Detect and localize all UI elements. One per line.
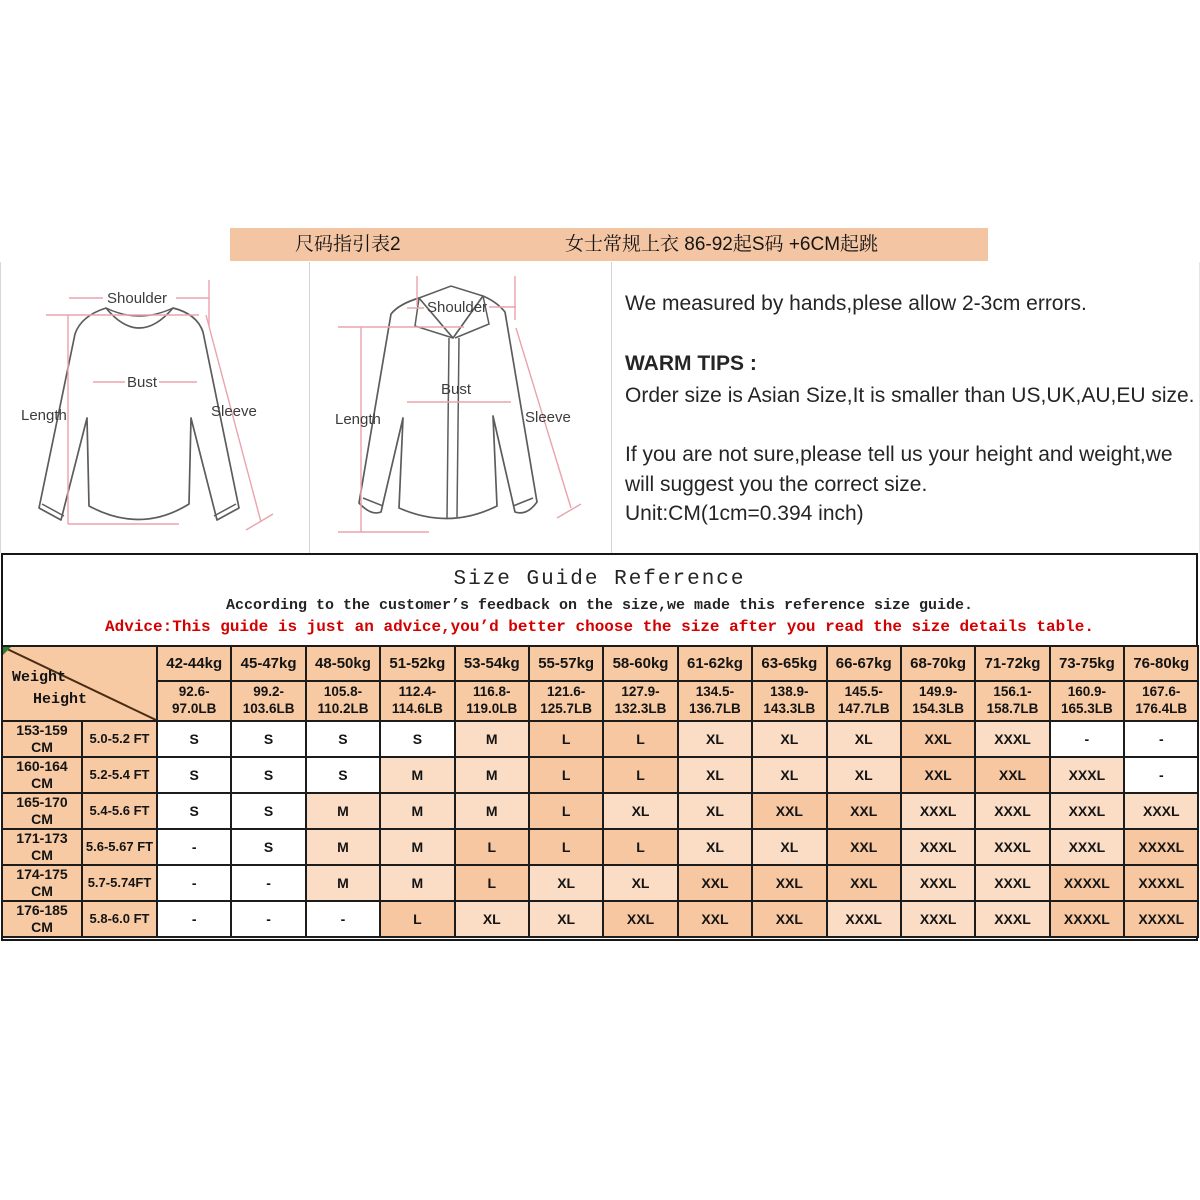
weight-kg-header: 73-75kg: [1050, 646, 1124, 681]
weight-lb-header: 121.6- 125.7LB: [529, 681, 603, 721]
size-cell: -: [157, 901, 231, 937]
size-cell: L: [455, 829, 529, 865]
weight-lb-header: 156.1- 158.7LB: [975, 681, 1049, 721]
size-cell: XL: [678, 829, 752, 865]
size-cell: S: [380, 721, 454, 757]
size-cell: XXL: [752, 901, 826, 937]
size-cell: XL: [529, 865, 603, 901]
size-cell: L: [455, 865, 529, 901]
size-cell: L: [529, 757, 603, 793]
weight-lb-header: 149.9- 154.3LB: [901, 681, 975, 721]
size-cell: XL: [678, 793, 752, 829]
height-ft-cell: 5.0-5.2 FT: [82, 721, 157, 757]
size-cell: XXL: [603, 901, 677, 937]
size-cell: XXXXL: [1124, 865, 1198, 901]
banner-subtitle-cn: 女士常规上衣 86-92起S码 +6CM起跳: [565, 234, 879, 255]
size-cell: XXXL: [901, 793, 975, 829]
unit-note: Unit:CM(1cm=0.394 inch): [625, 502, 864, 525]
corner-marker-icon: [3, 647, 11, 655]
size-guide-advice: Advice:This guide is just an advice,you’d better choose the size after you read the size details table.: [105, 618, 1094, 636]
measured-note: We measured by hands,plese allow 2-3cm errors.: [625, 292, 1087, 315]
size-cell: XXXL: [1124, 793, 1198, 829]
weight-lb-header: 99.2- 103.6LB: [231, 681, 305, 721]
size-cell: S: [157, 757, 231, 793]
size-cell: XXL: [901, 721, 975, 757]
height-ft-cell: 5.6-5.67 FT: [82, 829, 157, 865]
weight-kg-header: 76-80kg: [1124, 646, 1198, 681]
size-cell: L: [529, 721, 603, 757]
size-cell: L: [529, 793, 603, 829]
tee-measurement-diagram: [11, 268, 306, 553]
size-cell: M: [306, 829, 380, 865]
weight-kg-header: 58-60kg: [603, 646, 677, 681]
size-guide-subtitle: According to the customer’s feedback on the size,we made this reference size guide.: [225, 597, 974, 614]
size-cell: -: [1124, 721, 1198, 757]
weight-kg-header: 55-57kg: [529, 646, 603, 681]
weight-kg-header: 63-65kg: [752, 646, 826, 681]
weight-lb-header: 138.9- 143.3LB: [752, 681, 826, 721]
size-cell: XL: [752, 721, 826, 757]
banner-title-cn: 尺码指引表2: [295, 234, 401, 255]
size-cell: XL: [678, 721, 752, 757]
shoulder-label: Shoulder: [427, 299, 488, 316]
height-ft-cell: 5.2-5.4 FT: [82, 757, 157, 793]
size-cell: -: [1124, 757, 1198, 793]
weight-kg-header: 48-50kg: [306, 646, 380, 681]
size-cell: XXL: [752, 865, 826, 901]
size-cell: M: [455, 793, 529, 829]
weight-lb-header: 145.5- 147.7LB: [827, 681, 901, 721]
weight-lb-header: 116.8- 119.0LB: [455, 681, 529, 721]
size-cell: XXXL: [827, 901, 901, 937]
size-cell: XXXL: [1050, 793, 1124, 829]
divider: [309, 262, 310, 553]
corner-weight-label: Weight: [12, 669, 67, 686]
size-cell: XL: [678, 757, 752, 793]
size-cell: XXL: [901, 757, 975, 793]
bust-label: Bust: [441, 381, 472, 398]
size-cell: XXL: [975, 757, 1049, 793]
size-cell: L: [603, 829, 677, 865]
size-cell: XXXL: [1050, 757, 1124, 793]
sleeve-label: Sleeve: [211, 403, 257, 420]
size-cell: L: [603, 757, 677, 793]
table-row: [2, 757, 1198, 793]
size-guide-table: [1, 645, 1199, 938]
size-cell: XXXL: [1050, 829, 1124, 865]
size-cell: XXL: [752, 793, 826, 829]
weight-lb-header: 105.8- 110.2LB: [306, 681, 380, 721]
asian-size-note: Order size is Asian Size,It is smaller than US,UK,AU,EU size.: [625, 384, 1195, 407]
size-cell: XXXL: [901, 901, 975, 937]
size-cell: XXL: [827, 793, 901, 829]
size-cell: XXXXL: [1124, 901, 1198, 937]
size-guide-title: Size Guide Reference: [453, 568, 746, 591]
divider: [611, 262, 612, 553]
height-ft-cell: 5.7-5.74FT: [82, 865, 157, 901]
bust-label: Bust: [127, 374, 158, 391]
weight-lb-header: 160.9- 165.3LB: [1050, 681, 1124, 721]
size-cell: S: [231, 793, 305, 829]
size-cell: XL: [603, 865, 677, 901]
weight-lb-header: 134.5- 136.7LB: [678, 681, 752, 721]
sleeve-label: Sleeve: [525, 409, 571, 426]
size-cell: XL: [603, 793, 677, 829]
size-cell: L: [380, 901, 454, 937]
warm-tips-title: WARM TIPS :: [625, 352, 757, 375]
height-cm-cell: 160-164 CM: [2, 757, 82, 793]
weight-kg-header: 45-47kg: [231, 646, 305, 681]
size-cell: XXXXL: [1050, 901, 1124, 937]
weight-kg-header: 71-72kg: [975, 646, 1049, 681]
size-cell: XL: [529, 901, 603, 937]
size-cell: XXL: [678, 865, 752, 901]
size-cell: XXXXL: [1124, 829, 1198, 865]
size-cell: S: [306, 721, 380, 757]
table-row: [2, 901, 1198, 937]
weight-lb-header: 112.4- 114.6LB: [380, 681, 454, 721]
size-cell: S: [306, 757, 380, 793]
size-cell: XXXL: [975, 829, 1049, 865]
size-cell: XL: [752, 757, 826, 793]
size-cell: XXL: [678, 901, 752, 937]
weight-kg-header: 42-44kg: [157, 646, 231, 681]
weight-lb-header: 127.9- 132.3LB: [603, 681, 677, 721]
size-guide-banner: [230, 228, 988, 261]
size-cell: XXXL: [975, 793, 1049, 829]
size-cell: XXXL: [975, 865, 1049, 901]
height-cm-cell: 174-175 CM: [2, 865, 82, 901]
weight-kg-header: 61-62kg: [678, 646, 752, 681]
weight-kg-header: 68-70kg: [901, 646, 975, 681]
size-cell: XXXL: [901, 865, 975, 901]
size-cell: XXL: [827, 829, 901, 865]
size-cell: -: [1050, 721, 1124, 757]
height-cm-cell: 153-159 CM: [2, 721, 82, 757]
weight-height-corner-cell: [2, 646, 157, 721]
size-cell: M: [306, 793, 380, 829]
size-cell: XXL: [827, 865, 901, 901]
size-cell: S: [157, 721, 231, 757]
length-label: Length: [21, 407, 67, 424]
height-cm-cell: 165-170 CM: [2, 793, 82, 829]
size-cell: XXXL: [901, 829, 975, 865]
size-cell: M: [455, 757, 529, 793]
table-row: [2, 793, 1198, 829]
size-cell: L: [603, 721, 677, 757]
table-row: [2, 829, 1198, 865]
size-cell: XL: [827, 721, 901, 757]
size-cell: -: [231, 901, 305, 937]
size-cell: -: [157, 829, 231, 865]
weight-kg-header: 66-67kg: [827, 646, 901, 681]
weight-lb-header: 92.6- 97.0LB: [157, 681, 231, 721]
table-row: [2, 721, 1198, 757]
size-cell: XL: [752, 829, 826, 865]
size-cell: S: [231, 829, 305, 865]
size-cell: XL: [455, 901, 529, 937]
size-cell: S: [231, 721, 305, 757]
weight-kg-header: 51-52kg: [380, 646, 454, 681]
height-cm-cell: 171-173 CM: [2, 829, 82, 865]
table-row: [2, 865, 1198, 901]
size-cell: M: [455, 721, 529, 757]
size-cell: S: [231, 757, 305, 793]
weight-lb-header: 167.6- 176.4LB: [1124, 681, 1198, 721]
shirt-measurement-diagram: [319, 268, 609, 553]
size-cell: L: [529, 829, 603, 865]
shoulder-label: Shoulder: [107, 290, 168, 307]
size-cell: M: [380, 793, 454, 829]
size-cell: S: [157, 793, 231, 829]
height-ft-cell: 5.4-5.6 FT: [82, 793, 157, 829]
weight-kg-header: 53-54kg: [455, 646, 529, 681]
size-cell: M: [380, 865, 454, 901]
height-ft-cell: 5.8-6.0 FT: [82, 901, 157, 937]
corner-height-label: Height: [33, 691, 88, 708]
size-cell: XXXL: [975, 721, 1049, 757]
size-cell: M: [380, 829, 454, 865]
size-cell: XXXXL: [1050, 865, 1124, 901]
size-cell: M: [306, 865, 380, 901]
length-label: Length: [335, 411, 381, 428]
size-cell: M: [380, 757, 454, 793]
size-cell: -: [306, 901, 380, 937]
size-cell: XXXL: [975, 901, 1049, 937]
size-cell: XL: [827, 757, 901, 793]
not-sure-note: If you are not sure,please tell us your height and weight,we will suggest you the correct size.: [625, 443, 1173, 496]
size-cell: -: [231, 865, 305, 901]
height-cm-cell: 176-185 CM: [2, 901, 82, 937]
size-cell: -: [157, 865, 231, 901]
